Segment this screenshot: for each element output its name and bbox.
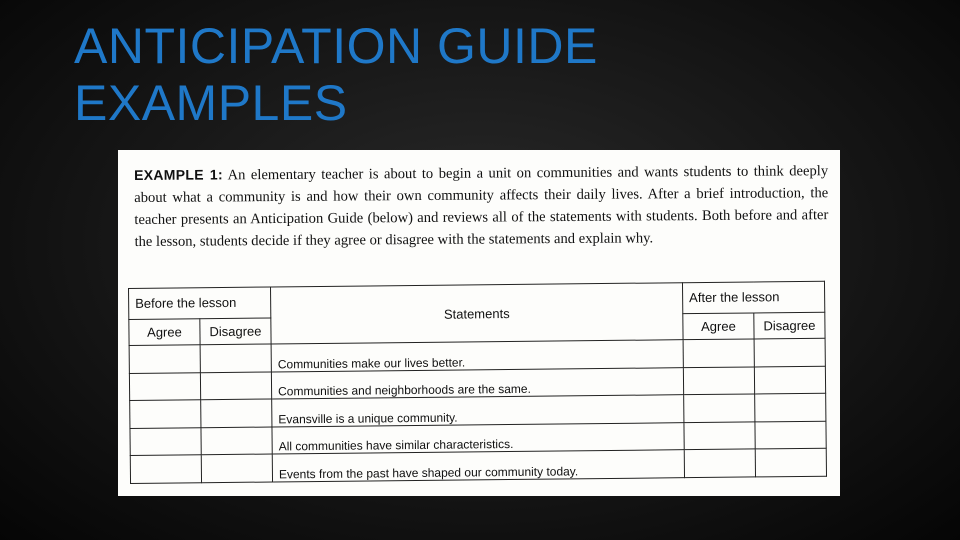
- before-agree-cell: [129, 345, 200, 373]
- scanned-document: [118, 150, 840, 496]
- before-lesson-header: Before the lesson: [129, 287, 271, 319]
- before-disagree-cell: [201, 399, 272, 427]
- statement-cell: Evansville is a unique community.: [272, 395, 684, 427]
- anticipation-guide-table-wrapper: [128, 281, 827, 484]
- after-disagree-cell: [754, 366, 825, 394]
- after-disagree-cell: [754, 338, 825, 366]
- slide-title: [74, 18, 598, 132]
- after-disagree-cell: [755, 393, 826, 421]
- example-label: EXAMPLE 1:: [134, 166, 223, 183]
- before-disagree-cell: [200, 344, 271, 372]
- before-agree-header: Agree: [129, 318, 200, 345]
- slide-title-line-2: EXAMPLES: [74, 75, 348, 131]
- after-lesson-header: After the lesson: [682, 281, 824, 313]
- statement-cell: Communities and neighborhoods are the same.: [271, 367, 683, 399]
- after-agree-header: Agree: [683, 313, 754, 340]
- anticipation-guide-table: [128, 281, 827, 484]
- statement-cell: All communities have similar characteristics.: [272, 423, 684, 455]
- before-disagree-cell: [201, 427, 272, 455]
- after-disagree-header: Disagree: [754, 312, 825, 339]
- before-agree-cell: [129, 372, 200, 400]
- after-agree-cell: [684, 449, 755, 477]
- after-disagree-cell: [755, 421, 826, 449]
- statements-header: Statements: [270, 283, 683, 344]
- table-row: [130, 449, 826, 484]
- after-agree-cell: [683, 339, 754, 367]
- after-disagree-cell: [755, 449, 826, 477]
- example-text: An elementary teacher is about to begin a unit on communities and wants students to think deeply about what a community is and how their own community affects their daily lives. After a brief introduction, the teacher presents an Anticipation Guide (below) and reviews all of the statements with students. Both before and after the lesson, students decide if they agree or disagree with the statements and explain why.: [134, 163, 829, 250]
- before-disagree-cell: [201, 454, 272, 482]
- before-agree-cell: [130, 400, 201, 428]
- before-disagree-cell: [200, 372, 271, 400]
- after-agree-cell: [684, 394, 755, 422]
- before-agree-cell: [130, 455, 201, 483]
- statement-cell: Communities make our lives better.: [271, 340, 683, 372]
- after-agree-cell: [684, 422, 755, 450]
- slide-title-line-1: ANTICIPATION GUIDE: [74, 18, 598, 74]
- before-disagree-header: Disagree: [200, 318, 271, 345]
- example-paragraph: [134, 159, 829, 253]
- before-agree-cell: [130, 428, 201, 456]
- after-agree-cell: [683, 367, 754, 395]
- statement-cell: Events from the past have shaped our community today.: [272, 450, 684, 482]
